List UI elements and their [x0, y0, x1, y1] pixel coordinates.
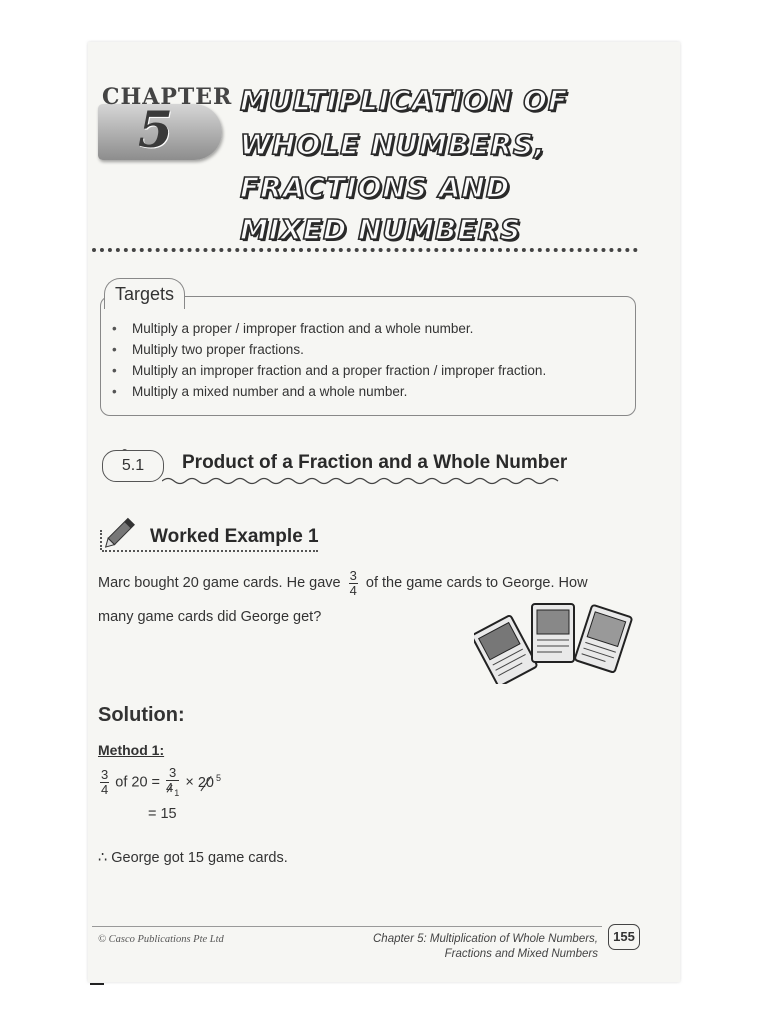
- problem-line-2: many game cards did George get?: [98, 609, 322, 625]
- target-item: • Multiply a proper / improper fraction and a whole number.: [112, 318, 546, 339]
- fraction-numerator: 3: [349, 567, 357, 583]
- publisher-credit: © Casco Publications Pte Ltd: [98, 934, 224, 945]
- targets-heading: Targets: [104, 278, 185, 309]
- fraction-three-quarters: [349, 569, 358, 598]
- footer-divider: [92, 926, 602, 927]
- fraction-denominator: 4: [101, 782, 109, 798]
- target-item: • Multiply an improper fraction and a proper fraction / improper fraction.: [112, 360, 546, 381]
- pencil-icon: [98, 514, 138, 554]
- section-number-badge: 5.1: [102, 450, 164, 482]
- chapter-label: CHAPTER: [102, 84, 233, 110]
- chapter-title-line-4: MIXED NUMBERS: [240, 213, 522, 246]
- problem-part-1: Marc bought 20 game cards. He gave: [98, 575, 341, 591]
- footer-chapter-line-1: Chapter 5: Multiplication of Whole Numbers,: [373, 933, 598, 945]
- chapter-title-line-1: MULTIPLICATION OF: [240, 84, 569, 117]
- times-sign: ×: [185, 774, 194, 791]
- cancelled-whole-number: 20: [197, 774, 214, 791]
- fraction-numerator: 3: [166, 766, 179, 781]
- cancel-result-whole: 5: [215, 772, 221, 783]
- cancel-result-denominator: 1: [174, 787, 180, 798]
- worked-example-heading: Worked Example 1: [150, 526, 319, 547]
- footer-chapter-line-2: Fractions and Mixed Numbers: [444, 948, 598, 960]
- example-bracket: [100, 530, 102, 550]
- wavy-underline: [162, 476, 560, 486]
- chapter-title-line-2: WHOLE NUMBERS,: [240, 128, 546, 161]
- header-divider: [92, 248, 638, 252]
- of-twenty-equals: of 20 =: [115, 774, 161, 791]
- section-title: Product of a Fraction and a Whole Number: [182, 452, 568, 473]
- chapter-title-line-3: FRACTIONS AND: [240, 171, 511, 204]
- example-underline: [102, 550, 318, 552]
- calculation-step-2: = 15: [148, 806, 177, 822]
- method-label: Method 1:: [98, 742, 165, 758]
- cancelled-denominator: 4: [166, 780, 174, 795]
- chapter-number: 5: [138, 100, 173, 159]
- target-item: • Multiply two proper fractions.: [112, 339, 546, 360]
- corner-mark: [90, 983, 104, 985]
- fraction-numerator: 3: [101, 767, 109, 783]
- calculation-step-1: [98, 766, 221, 800]
- fraction-denominator-cancelled: [166, 781, 179, 800]
- page-number: 155: [608, 924, 640, 950]
- solution-conclusion: ∴ George got 15 game cards.: [98, 850, 288, 866]
- fraction-three-quarters: [100, 768, 109, 797]
- fraction-denominator: 4: [349, 582, 357, 598]
- targets-list: [112, 318, 546, 402]
- problem-part-2: of the game cards to George. How: [365, 575, 588, 591]
- fraction-cancelled: [166, 766, 179, 800]
- footer-chapter-title: [373, 932, 598, 962]
- solution-heading: Solution:: [98, 704, 185, 726]
- game-cards-illustration: [474, 600, 634, 684]
- target-item: • Multiply a mixed number and a whole number.: [112, 381, 546, 402]
